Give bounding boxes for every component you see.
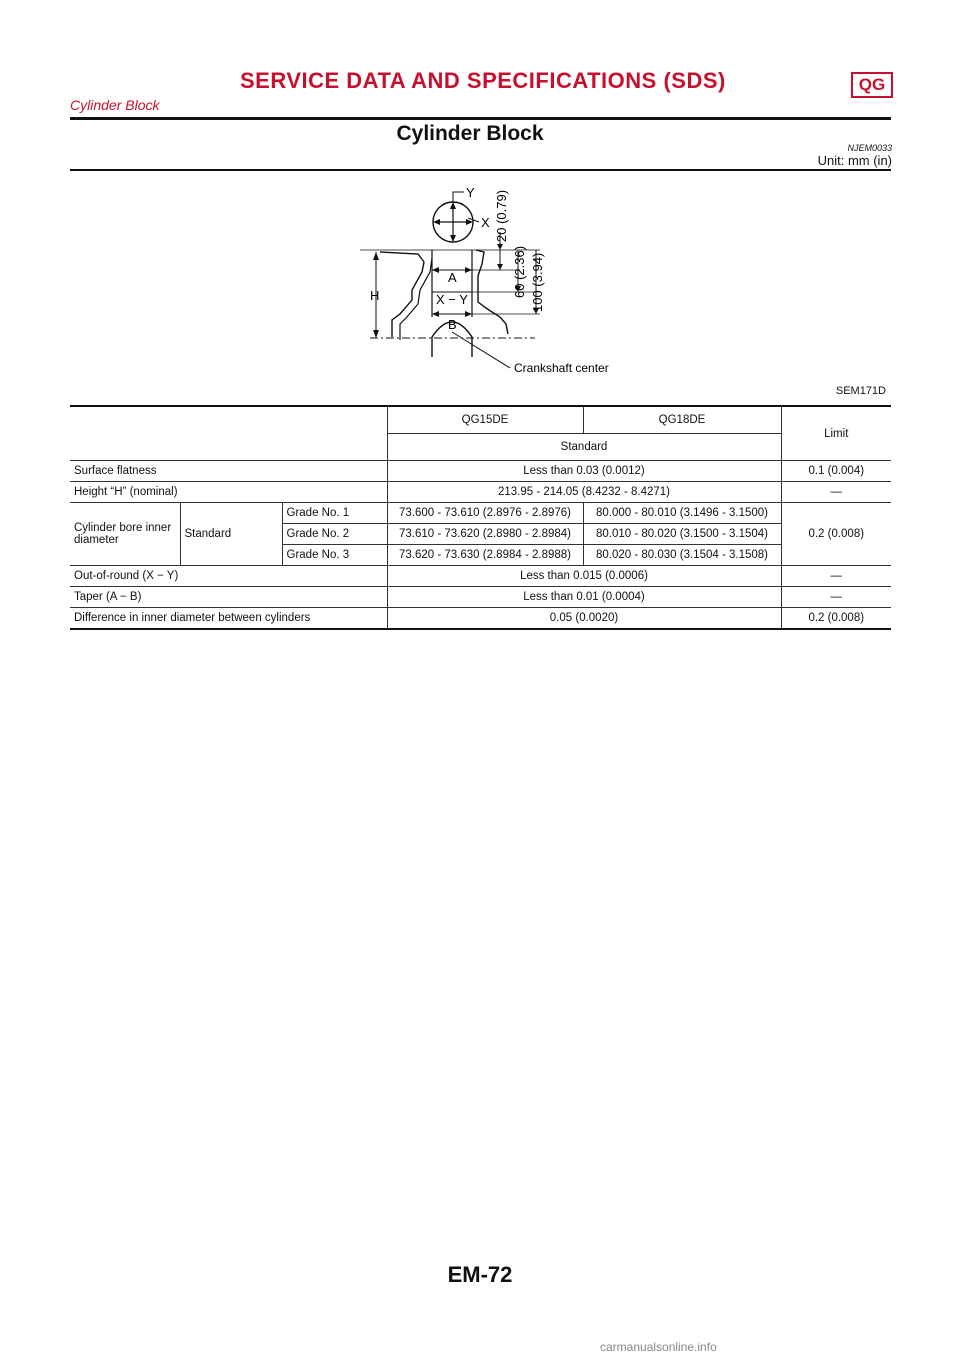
grade-qg18de: 80.020 - 80.030 (3.1504 - 3.1508) — [583, 545, 781, 566]
grade-qg18de: 80.010 - 80.020 (3.1500 - 3.1504) — [583, 524, 781, 545]
header-blank — [70, 406, 387, 461]
page-header-title: SERVICE DATA AND SPECIFICATIONS (SDS) — [240, 68, 726, 93]
row-standard: Less than 0.015 (0.0006) — [387, 566, 781, 587]
grade-qg15de: 73.610 - 73.620 (2.8980 - 2.8984) — [387, 524, 583, 545]
label-xy: X − Y — [436, 292, 468, 307]
table-row — [70, 482, 891, 503]
section-code: NJEM0033 — [847, 143, 892, 153]
label-x: X — [481, 215, 490, 230]
row-label: Surface flatness — [70, 461, 387, 482]
label-a: A — [448, 270, 457, 285]
row-label: Out-of-round (X − Y) — [70, 566, 387, 587]
cylinder-block-diagram — [360, 182, 630, 382]
header-divider — [70, 117, 891, 120]
figure-code: SEM171D — [835, 385, 886, 397]
row-label: Height “H” (nominal) — [70, 482, 387, 503]
unit-label: Unit: mm (in) — [817, 153, 892, 168]
row-limit: 0.2 (0.008) — [781, 503, 891, 566]
label-crankshaft: Crankshaft center — [514, 361, 609, 375]
cylinder-block-spec-table — [70, 405, 891, 630]
row-limit: — — [781, 587, 891, 608]
table-row — [70, 503, 891, 524]
watermark-text: carmanualsonline.info — [600, 1340, 717, 1354]
grade-label: Grade No. 3 — [282, 545, 387, 566]
label-b: B — [448, 317, 457, 332]
header-qg18de: QG18DE — [583, 406, 781, 434]
model-badge: QG — [851, 72, 893, 98]
table-header-row — [70, 406, 891, 434]
row-label: Cylinder bore inner diameter — [70, 503, 180, 566]
table-row — [70, 587, 891, 608]
table-row — [70, 461, 891, 482]
grade-label: Grade No. 2 — [282, 524, 387, 545]
grade-qg15de: 73.600 - 73.610 (2.8976 - 2.8976) — [387, 503, 583, 524]
label-100: 100 (3.94) — [530, 252, 545, 312]
header-qg15de: QG15DE — [387, 406, 583, 434]
row-limit: 0.1 (0.004) — [781, 461, 891, 482]
row-label: Difference in inner diameter between cylinders — [70, 608, 387, 630]
label-y: Y — [466, 185, 475, 200]
table-row — [70, 608, 891, 630]
section-title: Cylinder Block — [396, 122, 544, 145]
row-standard: 213.95 - 214.05 (8.4232 - 8.4271) — [387, 482, 781, 503]
label-60: 60 (2.36) — [512, 245, 527, 298]
page-header-subtitle: Cylinder Block — [70, 97, 160, 113]
row-sublabel: Standard — [180, 503, 282, 566]
label-20: 20 (0.79) — [494, 189, 509, 242]
section-divider — [70, 169, 891, 171]
grade-qg15de: 73.620 - 73.630 (2.8984 - 2.8988) — [387, 545, 583, 566]
row-standard: Less than 0.01 (0.0004) — [387, 587, 781, 608]
row-standard: 0.05 (0.0020) — [387, 608, 781, 630]
grade-label: Grade No. 1 — [282, 503, 387, 524]
table-row — [70, 566, 891, 587]
grade-qg18de: 80.000 - 80.010 (3.1496 - 3.1500) — [583, 503, 781, 524]
row-standard: Less than 0.03 (0.0012) — [387, 461, 781, 482]
header-limit: Limit — [781, 406, 891, 461]
row-label: Taper (A − B) — [70, 587, 387, 608]
row-limit: — — [781, 566, 891, 587]
header-standard: Standard — [387, 434, 781, 461]
row-limit: 0.2 (0.008) — [781, 608, 891, 630]
page-number: EM-72 — [447, 1262, 513, 1287]
label-h: H — [370, 288, 380, 303]
row-limit: — — [781, 482, 891, 503]
